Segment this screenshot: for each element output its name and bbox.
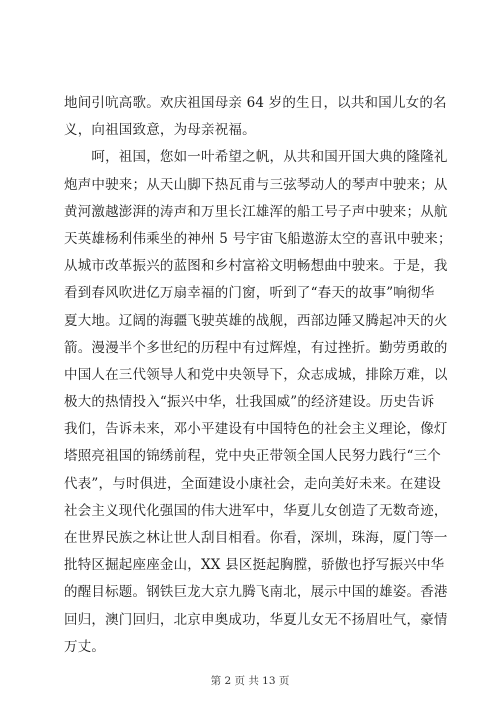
text-line: 社会主义现代化强国的伟大进军中，华夏儿女创造了无数奇迹，	[64, 502, 448, 519]
text-line: 黄河激越澎湃的涛声和万里长江雄浑的船工号子声中驶来；从航	[64, 203, 448, 220]
text-line: 万丈。	[64, 638, 106, 655]
page-number-label: 第 2 页 共 13 页	[210, 675, 290, 687]
text-line: 从城市改革振兴的蓝图和乡村富裕文明畅想曲中驶来。于是，我	[64, 258, 448, 275]
text-line: 的醒目标题。钢铁巨龙大京九腾飞南北，展示中国的雄姿。香港	[64, 584, 448, 601]
text-line: 箭。漫漫半个多世纪的历程中有过辉煌，有过挫折。勤劳勇敢的	[64, 339, 448, 356]
text-line: 塔照亮祖国的锦绣前程，党中央正带领全国人民努力践行“三个	[64, 448, 442, 465]
text-line: 我们，告诉未来，邓小平建设有中国特色的社会主义理论，像灯	[64, 421, 448, 438]
text-line: 在世界民族之林让世人刮目相看。你看，深圳，珠海，厦门等一	[64, 530, 448, 546]
text-line: 天英雄杨利伟乘坐的神州 5 号宇宙飞船遨游太空的喜讯中驶来；	[64, 230, 452, 247]
text-line: 夏大地。辽阔的海疆飞驶英雄的战舰，西部边陲又腾起冲天的火	[64, 312, 448, 329]
text-line: 义，向祖国致意，为母亲祝福。	[64, 122, 256, 139]
text-line: 回归，澳门回归，北京申奥成功，华夏儿女无不扬眉吐气，豪情	[64, 611, 448, 628]
text-line: 批特区掘起座座金山，XX 县区挺起胸膛，骄傲也抒写振兴中华	[64, 557, 445, 574]
text-line: 看到春风吹进亿万扇幸福的门窗，听到了“春天的故事”响彻华	[64, 285, 435, 302]
text-line: 地间引吭高歌。欢庆祖国母亲 64 岁的生日，以共和国儿女的名	[64, 95, 447, 111]
text-line: 极大的热情投入“振兴中华，壮我国威”的经济建设。历史告诉	[64, 394, 435, 411]
body-text	[64, 90, 452, 661]
page-footer	[0, 673, 500, 688]
text-line: 代表”，与时俱进，全面建设小康社会，走向美好未来。在建设	[64, 475, 442, 492]
text-line: 中国人在三代领导人和党中央领导下，众志成城，排除万难，以	[64, 366, 448, 383]
text-line: 炮声中驶来；从天山脚下热瓦甫与三弦琴动人的琴声中驶来；从	[64, 176, 448, 193]
text-line: 呵，祖国，您如一叶希望之帆，从共和国开国大典的隆隆礼	[64, 149, 448, 166]
